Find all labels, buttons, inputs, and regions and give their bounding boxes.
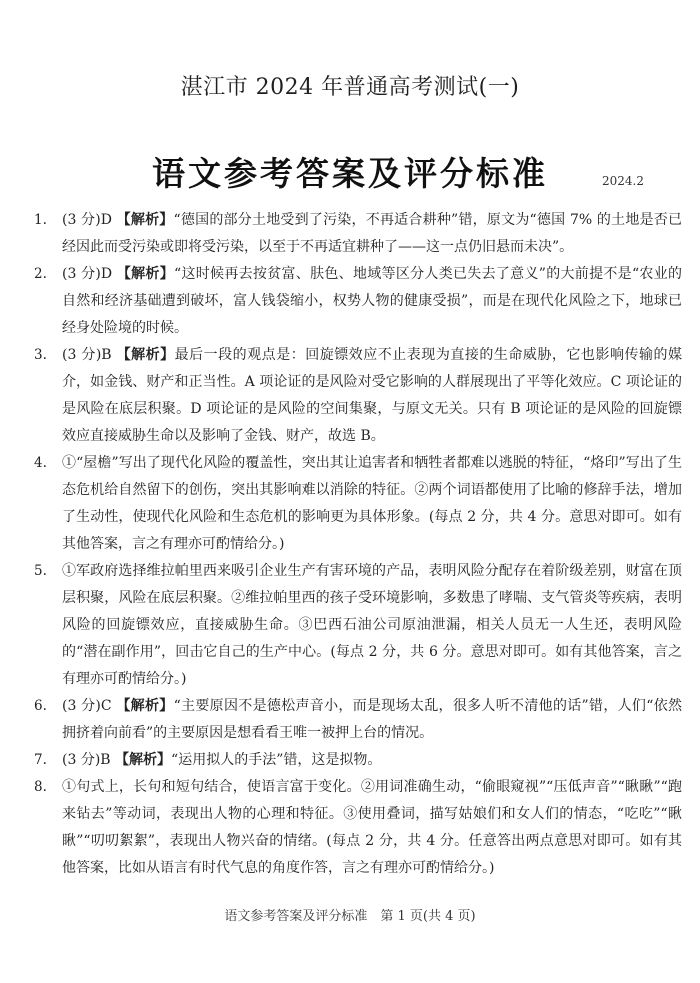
item-text: “主要原因不是德松声音小，而是现场太乱，很多人听不清他的话”错，人们“依然拥挤着向前看”的主要原因是想看看王唯一被押上台的情况。 xyxy=(62,698,682,741)
item-text: 最后一段的观点是：回旋镖效应不止表现为直接的生命威胁，它也影响传输的媒介，如金钱、财产和正当性。A 项论证的是风险对受它影响的人群展现出了平等化效应。C 项论证的是风险在底层积聚。D 项论证的是风险的空间集聚，与原文无关。只有 B 项论证的是风险的回旋镖效应直接威胁生命以及影响了金钱、财产，故选 B。 xyxy=(62,347,682,444)
item-number: 7. xyxy=(34,752,47,768)
answer-item-7 xyxy=(34,747,682,774)
item-score: (3 分)B xyxy=(62,347,112,363)
item-number: 8. xyxy=(34,779,47,795)
item-number: 1. xyxy=(34,212,47,228)
item-number: 5. xyxy=(34,563,47,579)
exam-title: 湛江市 2024 年普通高考测试(一) xyxy=(180,75,520,100)
item-number: 6. xyxy=(34,698,47,714)
item-text: “运用拟人的手法”错，这是拟物。 xyxy=(171,752,382,768)
analysis-tag: 【解析】 xyxy=(116,266,175,282)
analysis-tag: 【解析】 xyxy=(115,752,172,768)
answer-item-5 xyxy=(34,558,682,693)
item-number: 2. xyxy=(34,266,47,282)
answer-item-8 xyxy=(34,774,682,882)
analysis-tag: 【解析】 xyxy=(116,698,174,714)
item-text: ①“屋檐”写出了现代化风险的覆盖性，突出其让追害者和牺牲者都难以逃脱的特征，“烙印”写出了生态危机给自然留下的创伤，突出其影响难以消除的特征。②两个词语都使用了比喻的修辞手法，增加了生动性，使现代化风险和生态危机的影响更为具体形象。(每点 2 分，共 4 分。意思对即可。如有其他答案，言之有理亦可酌情给分。) xyxy=(62,455,682,552)
page-footer: 语文参考答案及评分标准 第 1 页(共 4 页) xyxy=(224,909,476,924)
answer-item-3 xyxy=(34,342,682,450)
document-title: 语文参考答案及评分标准 xyxy=(152,154,548,193)
item-score: (3 分)D xyxy=(62,212,112,228)
answer-item-6 xyxy=(34,693,682,747)
analysis-tag: 【解析】 xyxy=(116,347,175,363)
item-score: (3 分)B xyxy=(62,752,111,768)
item-score: (3 分)C xyxy=(62,698,112,714)
answer-item-1 xyxy=(34,207,682,261)
item-number: 3. xyxy=(34,347,47,363)
item-text: “这时候再去按贫富、肤色、地域等区分人类已失去了意义”的大前提不是“农业的自然和经济基础遭到破坏，富人钱袋缩小，权势人物的健康受损”，而是在现代化风险之下，地球已经身处险境的时候。 xyxy=(62,266,682,336)
item-text: ①句式上，长句和短句结合，使语言富于变化。②用词准确生动，“偷眼窥视”“压低声音”“瞅瞅”“跑来钻去”等动词，表现出人物的心理和特征。③使用叠词，描写姑娘们和女人们的情态，“吃吃”“瞅瞅”“叨叨絮絮”，表现出人物兴奋的情绪。(每点 2 分，共 4 分。任意答出两点意思对即可。如有其他答案，比如从语言有时代气息的角度作答，言之有理亦可酌情给分。) xyxy=(62,779,682,876)
document-date: 2024.2 xyxy=(602,174,644,188)
answer-item-2 xyxy=(34,261,682,342)
answer-item-4 xyxy=(34,450,682,558)
item-number: 4. xyxy=(34,455,47,471)
item-text: ①军政府选择维拉帕里西来吸引企业生产有害环境的产品，表明风险分配存在着阶级差别，财富在顶层积聚，风险在底层积聚。②维拉帕里西的孩子受环境影响，多数患了哮喘、支气管炎等疾病，表明风险的回旋镖效应，直接威胁生命。③巴西石油公司原油泄漏，相关人员无一人生还，表明风险的“潜在副作用”，回击它自己的生产中心。(每点 2 分，共 6 分。意思对即可。如有其他答案，言之有理亦可酌情给分。) xyxy=(62,563,682,687)
item-text: “德国的部分土地受到了污染，不再适合耕种”错，原文为“德国 7% 的土地是否已经因此而受污染或即将受污染，以至于不再适宜耕种了——这一点仍旧悬而未决”。 xyxy=(62,212,682,255)
analysis-tag: 【解析】 xyxy=(116,212,174,228)
answer-list xyxy=(34,207,682,882)
item-score: (3 分)D xyxy=(62,266,113,282)
